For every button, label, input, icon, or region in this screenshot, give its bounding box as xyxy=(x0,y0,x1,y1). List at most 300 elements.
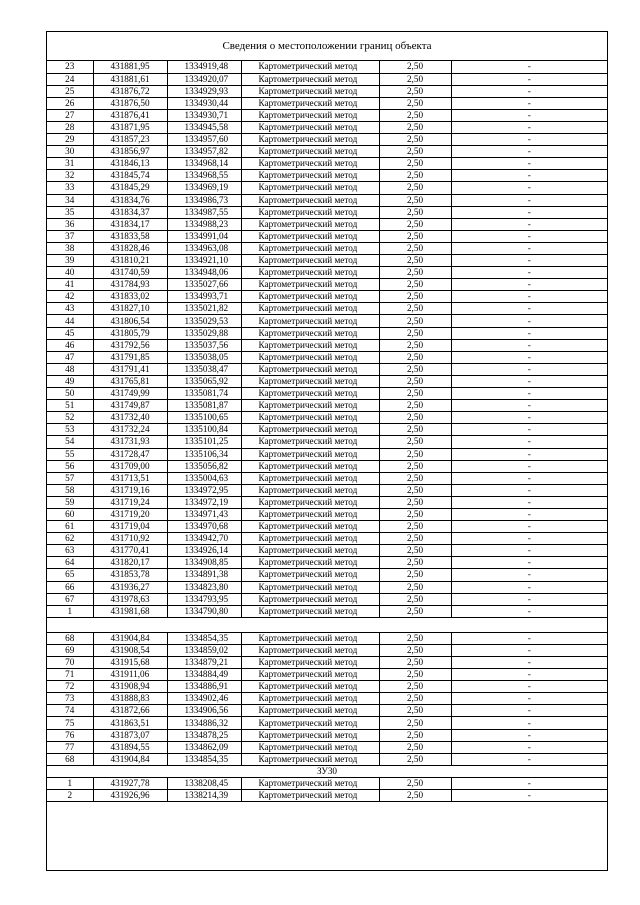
dash-cell: - xyxy=(451,255,607,267)
table-row xyxy=(47,741,607,753)
method-cell: Картометрический метод xyxy=(241,593,379,605)
coord-y: 1334972,19 xyxy=(167,496,241,508)
method-cell: Картометрический метод xyxy=(241,460,379,472)
point-number: 30 xyxy=(47,146,93,158)
table-row xyxy=(47,605,607,617)
coord-y: 1334886,32 xyxy=(167,717,241,729)
coord-y: 1334968,55 xyxy=(167,170,241,182)
coord-x: 431710,92 xyxy=(93,533,167,545)
coord-y: 1335065,92 xyxy=(167,375,241,387)
method-cell: Картометрический метод xyxy=(241,97,379,109)
table-row xyxy=(47,146,607,158)
point-number: 40 xyxy=(47,267,93,279)
method-cell: Картометрический метод xyxy=(241,85,379,97)
point-number: 53 xyxy=(47,424,93,436)
method-cell: Картометрический метод xyxy=(241,632,379,644)
accuracy-cell: 2,50 xyxy=(379,327,451,339)
coord-x: 431978,63 xyxy=(93,593,167,605)
coord-y: 1334919,48 xyxy=(167,61,241,73)
point-number: 32 xyxy=(47,170,93,182)
accuracy-cell: 2,50 xyxy=(379,400,451,412)
accuracy-cell: 2,50 xyxy=(379,593,451,605)
accuracy-cell: 2,50 xyxy=(379,388,451,400)
accuracy-cell: 2,50 xyxy=(379,605,451,617)
accuracy-cell: 2,50 xyxy=(379,729,451,741)
dash-cell: - xyxy=(451,351,607,363)
coord-y: 1334823,80 xyxy=(167,581,241,593)
coord-x: 431845,29 xyxy=(93,182,167,194)
table-row xyxy=(47,448,607,460)
coord-x: 431805,79 xyxy=(93,327,167,339)
accuracy-cell: 2,50 xyxy=(379,484,451,496)
accuracy-cell: 2,50 xyxy=(379,657,451,669)
method-cell: Картометрический метод xyxy=(241,109,379,121)
coord-x: 431827,10 xyxy=(93,303,167,315)
dash-cell: - xyxy=(451,170,607,182)
accuracy-cell: 2,50 xyxy=(379,693,451,705)
accuracy-cell: 2,50 xyxy=(379,303,451,315)
coord-x: 431719,24 xyxy=(93,496,167,508)
point-number: 56 xyxy=(47,460,93,472)
coord-y: 1335100,65 xyxy=(167,412,241,424)
coord-x: 431863,51 xyxy=(93,717,167,729)
method-cell: Картометрический метод xyxy=(241,315,379,327)
table-row xyxy=(47,545,607,557)
table-row xyxy=(47,375,607,387)
accuracy-cell: 2,50 xyxy=(379,412,451,424)
dash-cell: - xyxy=(451,182,607,194)
coord-y: 1335027,66 xyxy=(167,279,241,291)
coord-x: 431876,41 xyxy=(93,109,167,121)
point-number: 39 xyxy=(47,255,93,267)
accuracy-cell: 2,50 xyxy=(379,581,451,593)
method-cell: Картометрический метод xyxy=(241,158,379,170)
table-body xyxy=(47,61,607,802)
dash-cell: - xyxy=(451,521,607,533)
accuracy-cell: 2,50 xyxy=(379,777,451,789)
accuracy-cell: 2,50 xyxy=(379,545,451,557)
dash-cell: - xyxy=(451,508,607,520)
point-number: 34 xyxy=(47,194,93,206)
method-cell: Картометрический метод xyxy=(241,669,379,681)
dash-cell: - xyxy=(451,644,607,656)
method-cell: Картометрический метод xyxy=(241,73,379,85)
point-number: 44 xyxy=(47,315,93,327)
table-row xyxy=(47,681,607,693)
dash-cell: - xyxy=(451,218,607,230)
accuracy-cell: 2,50 xyxy=(379,97,451,109)
coord-x: 431881,61 xyxy=(93,73,167,85)
coord-x: 431881,95 xyxy=(93,61,167,73)
point-number: 2 xyxy=(47,790,93,802)
method-cell: Картометрический метод xyxy=(241,279,379,291)
accuracy-cell: 2,50 xyxy=(379,315,451,327)
table-row xyxy=(47,496,607,508)
section-row xyxy=(47,765,607,777)
point-number: 38 xyxy=(47,242,93,254)
method-cell: Картометрический метод xyxy=(241,121,379,133)
table-row xyxy=(47,109,607,121)
dash-cell: - xyxy=(451,339,607,351)
point-number: 41 xyxy=(47,279,93,291)
coord-x: 431784,93 xyxy=(93,279,167,291)
point-number: 49 xyxy=(47,375,93,387)
dash-cell: - xyxy=(451,279,607,291)
accuracy-cell: 2,50 xyxy=(379,230,451,242)
coord-x: 431719,04 xyxy=(93,521,167,533)
coord-y: 1334930,71 xyxy=(167,109,241,121)
accuracy-cell: 2,50 xyxy=(379,521,451,533)
dash-cell: - xyxy=(451,121,607,133)
coord-x: 431908,54 xyxy=(93,644,167,656)
accuracy-cell: 2,50 xyxy=(379,557,451,569)
table-row xyxy=(47,255,607,267)
method-cell: Картометрический метод xyxy=(241,472,379,484)
table-row xyxy=(47,521,607,533)
accuracy-cell: 2,50 xyxy=(379,61,451,73)
coord-y: 1334942,70 xyxy=(167,533,241,545)
dash-cell: - xyxy=(451,729,607,741)
table-row xyxy=(47,339,607,351)
dash-cell: - xyxy=(451,146,607,158)
point-number: 66 xyxy=(47,581,93,593)
coord-x: 431810,21 xyxy=(93,255,167,267)
point-number: 29 xyxy=(47,134,93,146)
point-number: 51 xyxy=(47,400,93,412)
accuracy-cell: 2,50 xyxy=(379,363,451,375)
gap-row xyxy=(47,617,607,632)
coord-y: 1334854,35 xyxy=(167,753,241,765)
coord-x: 431765,81 xyxy=(93,375,167,387)
table-row xyxy=(47,134,607,146)
point-number: 36 xyxy=(47,218,93,230)
table-row xyxy=(47,644,607,656)
accuracy-cell: 2,50 xyxy=(379,134,451,146)
point-number: 64 xyxy=(47,557,93,569)
method-cell: Картометрический метод xyxy=(241,218,379,230)
method-cell: Картометрический метод xyxy=(241,569,379,581)
coord-y: 1334926,14 xyxy=(167,545,241,557)
coord-y: 1335029,88 xyxy=(167,327,241,339)
dash-cell: - xyxy=(451,777,607,789)
coord-y: 1334970,68 xyxy=(167,521,241,533)
method-cell: Картометрический метод xyxy=(241,657,379,669)
point-number: 59 xyxy=(47,496,93,508)
dash-cell: - xyxy=(451,109,607,121)
accuracy-cell: 2,50 xyxy=(379,741,451,753)
coord-x: 431833,02 xyxy=(93,291,167,303)
dash-cell: - xyxy=(451,472,607,484)
coord-x: 431834,76 xyxy=(93,194,167,206)
point-number: 25 xyxy=(47,85,93,97)
dash-cell: - xyxy=(451,717,607,729)
point-number: 48 xyxy=(47,363,93,375)
coord-y: 1335101,25 xyxy=(167,436,241,448)
point-number: 46 xyxy=(47,339,93,351)
point-number: 50 xyxy=(47,388,93,400)
table-row xyxy=(47,85,607,97)
coord-y: 1334886,91 xyxy=(167,681,241,693)
point-number: 70 xyxy=(47,657,93,669)
coord-y: 1334790,80 xyxy=(167,605,241,617)
table-row xyxy=(47,315,607,327)
coord-x: 431857,23 xyxy=(93,134,167,146)
method-cell: Картометрический метод xyxy=(241,134,379,146)
accuracy-cell: 2,50 xyxy=(379,194,451,206)
dash-cell: - xyxy=(451,400,607,412)
coord-y: 1334854,35 xyxy=(167,632,241,644)
table-row xyxy=(47,753,607,765)
table-row xyxy=(47,533,607,545)
coord-x: 431845,74 xyxy=(93,170,167,182)
accuracy-cell: 2,50 xyxy=(379,351,451,363)
table-row xyxy=(47,557,607,569)
point-number: 35 xyxy=(47,206,93,218)
table-row xyxy=(47,170,607,182)
point-number: 61 xyxy=(47,521,93,533)
coord-x: 431833,58 xyxy=(93,230,167,242)
coord-x: 431791,85 xyxy=(93,351,167,363)
coord-x: 431876,72 xyxy=(93,85,167,97)
table-row xyxy=(47,121,607,133)
point-number: 68 xyxy=(47,632,93,644)
dash-cell: - xyxy=(451,267,607,279)
dash-cell: - xyxy=(451,705,607,717)
point-number: 68 xyxy=(47,753,93,765)
coord-y: 1334906,56 xyxy=(167,705,241,717)
coord-x: 431728,47 xyxy=(93,448,167,460)
dash-cell: - xyxy=(451,206,607,218)
dash-cell: - xyxy=(451,681,607,693)
method-cell: Картометрический метод xyxy=(241,581,379,593)
table-row xyxy=(47,97,607,109)
document-sheet xyxy=(46,31,608,871)
point-number: 57 xyxy=(47,472,93,484)
coord-x: 431709,00 xyxy=(93,460,167,472)
point-number: 28 xyxy=(47,121,93,133)
dash-cell: - xyxy=(451,375,607,387)
point-number: 1 xyxy=(47,777,93,789)
dash-cell: - xyxy=(451,533,607,545)
method-cell: Картометрический метод xyxy=(241,291,379,303)
dash-cell: - xyxy=(451,134,607,146)
method-cell: Картометрический метод xyxy=(241,206,379,218)
coord-y: 1335106,34 xyxy=(167,448,241,460)
coord-y: 1334988,23 xyxy=(167,218,241,230)
dash-cell: - xyxy=(451,363,607,375)
dash-cell: - xyxy=(451,790,607,802)
table-row xyxy=(47,412,607,424)
accuracy-cell: 2,50 xyxy=(379,279,451,291)
dash-cell: - xyxy=(451,412,607,424)
coord-x: 431731,93 xyxy=(93,436,167,448)
point-number: 42 xyxy=(47,291,93,303)
table-row xyxy=(47,267,607,279)
accuracy-cell: 2,50 xyxy=(379,218,451,230)
table-row xyxy=(47,472,607,484)
accuracy-cell: 2,50 xyxy=(379,255,451,267)
coord-x: 431846,13 xyxy=(93,158,167,170)
point-number: 26 xyxy=(47,97,93,109)
method-cell: Картометрический метод xyxy=(241,521,379,533)
coord-y: 1335021,82 xyxy=(167,303,241,315)
coord-x: 431834,37 xyxy=(93,206,167,218)
table-row xyxy=(47,657,607,669)
method-cell: Картометрический метод xyxy=(241,557,379,569)
coord-x: 431792,56 xyxy=(93,339,167,351)
dash-cell: - xyxy=(451,460,607,472)
point-number: 45 xyxy=(47,327,93,339)
point-number: 76 xyxy=(47,729,93,741)
accuracy-cell: 2,50 xyxy=(379,669,451,681)
coord-x: 431820,17 xyxy=(93,557,167,569)
table-row xyxy=(47,182,607,194)
method-cell: Картометрический метод xyxy=(241,61,379,73)
accuracy-cell: 2,50 xyxy=(379,170,451,182)
point-number: 69 xyxy=(47,644,93,656)
point-number: 65 xyxy=(47,569,93,581)
coord-y: 1335004,63 xyxy=(167,472,241,484)
coord-y: 1334793,95 xyxy=(167,593,241,605)
coord-y: 1334971,43 xyxy=(167,508,241,520)
coord-x: 431749,87 xyxy=(93,400,167,412)
coord-x: 431806,54 xyxy=(93,315,167,327)
accuracy-cell: 2,50 xyxy=(379,448,451,460)
table-row xyxy=(47,632,607,644)
table-row xyxy=(47,388,607,400)
table-row xyxy=(47,669,607,681)
dash-cell: - xyxy=(451,85,607,97)
point-number: 55 xyxy=(47,448,93,460)
table-row xyxy=(47,424,607,436)
accuracy-cell: 2,50 xyxy=(379,242,451,254)
method-cell: Картометрический метод xyxy=(241,484,379,496)
dash-cell: - xyxy=(451,741,607,753)
table-row xyxy=(47,158,607,170)
accuracy-cell: 2,50 xyxy=(379,472,451,484)
method-cell: Картометрический метод xyxy=(241,533,379,545)
coord-y: 1334969,19 xyxy=(167,182,241,194)
dash-cell: - xyxy=(451,593,607,605)
accuracy-cell: 2,50 xyxy=(379,496,451,508)
coord-x: 431871,95 xyxy=(93,121,167,133)
method-cell: Картометрический метод xyxy=(241,267,379,279)
coord-y: 1334908,85 xyxy=(167,557,241,569)
accuracy-cell: 2,50 xyxy=(379,717,451,729)
coord-x: 431927,78 xyxy=(93,777,167,789)
dash-cell: - xyxy=(451,327,607,339)
coord-y: 1334878,25 xyxy=(167,729,241,741)
coord-y: 1338208,45 xyxy=(167,777,241,789)
coord-y: 1334945,58 xyxy=(167,121,241,133)
table-row xyxy=(47,508,607,520)
table-row xyxy=(47,460,607,472)
coord-x: 431834,17 xyxy=(93,218,167,230)
accuracy-cell: 2,50 xyxy=(379,375,451,387)
coord-x: 431908,94 xyxy=(93,681,167,693)
point-number: 27 xyxy=(47,109,93,121)
accuracy-cell: 2,50 xyxy=(379,790,451,802)
table-row xyxy=(47,206,607,218)
coord-y: 1334891,38 xyxy=(167,569,241,581)
method-cell: Картометрический метод xyxy=(241,351,379,363)
point-number: 47 xyxy=(47,351,93,363)
dash-cell: - xyxy=(451,605,607,617)
accuracy-cell: 2,50 xyxy=(379,508,451,520)
coord-y: 1334991,04 xyxy=(167,230,241,242)
method-cell: Картометрический метод xyxy=(241,705,379,717)
point-number: 54 xyxy=(47,436,93,448)
point-number: 24 xyxy=(47,73,93,85)
point-number: 58 xyxy=(47,484,93,496)
method-cell: Картометрический метод xyxy=(241,693,379,705)
method-cell: Картометрический метод xyxy=(241,170,379,182)
dash-cell: - xyxy=(451,496,607,508)
accuracy-cell: 2,50 xyxy=(379,121,451,133)
table-row xyxy=(47,303,607,315)
accuracy-cell: 2,50 xyxy=(379,291,451,303)
coord-x: 431876,50 xyxy=(93,97,167,109)
coord-y: 1334986,73 xyxy=(167,194,241,206)
table-row xyxy=(47,693,607,705)
dash-cell: - xyxy=(451,230,607,242)
table-row xyxy=(47,705,607,717)
point-number: 31 xyxy=(47,158,93,170)
dash-cell: - xyxy=(451,97,607,109)
coord-y: 1334862,09 xyxy=(167,741,241,753)
coord-y: 1334859,02 xyxy=(167,644,241,656)
method-cell: Картометрический метод xyxy=(241,339,379,351)
dash-cell: - xyxy=(451,557,607,569)
table-row xyxy=(47,593,607,605)
method-cell: Картометрический метод xyxy=(241,448,379,460)
accuracy-cell: 2,50 xyxy=(379,182,451,194)
dash-cell: - xyxy=(451,242,607,254)
coord-y: 1334948,06 xyxy=(167,267,241,279)
method-cell: Картометрический метод xyxy=(241,777,379,789)
method-cell: Картометрический метод xyxy=(241,146,379,158)
coord-x: 431872,66 xyxy=(93,705,167,717)
coord-x: 431828,46 xyxy=(93,242,167,254)
point-number: 52 xyxy=(47,412,93,424)
table-row xyxy=(47,717,607,729)
coord-x: 431911,06 xyxy=(93,669,167,681)
coord-y: 1335029,53 xyxy=(167,315,241,327)
coord-x: 431856,97 xyxy=(93,146,167,158)
coord-x: 431732,40 xyxy=(93,412,167,424)
point-number: 62 xyxy=(47,533,93,545)
point-number: 75 xyxy=(47,717,93,729)
table-row xyxy=(47,327,607,339)
point-number: 60 xyxy=(47,508,93,520)
method-cell: Картометрический метод xyxy=(241,363,379,375)
coord-x: 431853,78 xyxy=(93,569,167,581)
point-number: 63 xyxy=(47,545,93,557)
method-cell: Картометрический метод xyxy=(241,741,379,753)
dash-cell: - xyxy=(451,448,607,460)
method-cell: Картометрический метод xyxy=(241,790,379,802)
table-row xyxy=(47,777,607,789)
dash-cell: - xyxy=(451,632,607,644)
dash-cell: - xyxy=(451,569,607,581)
coord-y: 1334972,95 xyxy=(167,484,241,496)
dash-cell: - xyxy=(451,303,607,315)
accuracy-cell: 2,50 xyxy=(379,73,451,85)
coord-y: 1334957,82 xyxy=(167,146,241,158)
coord-y: 1335038,05 xyxy=(167,351,241,363)
coord-y: 1335037,56 xyxy=(167,339,241,351)
coord-x: 431936,27 xyxy=(93,581,167,593)
